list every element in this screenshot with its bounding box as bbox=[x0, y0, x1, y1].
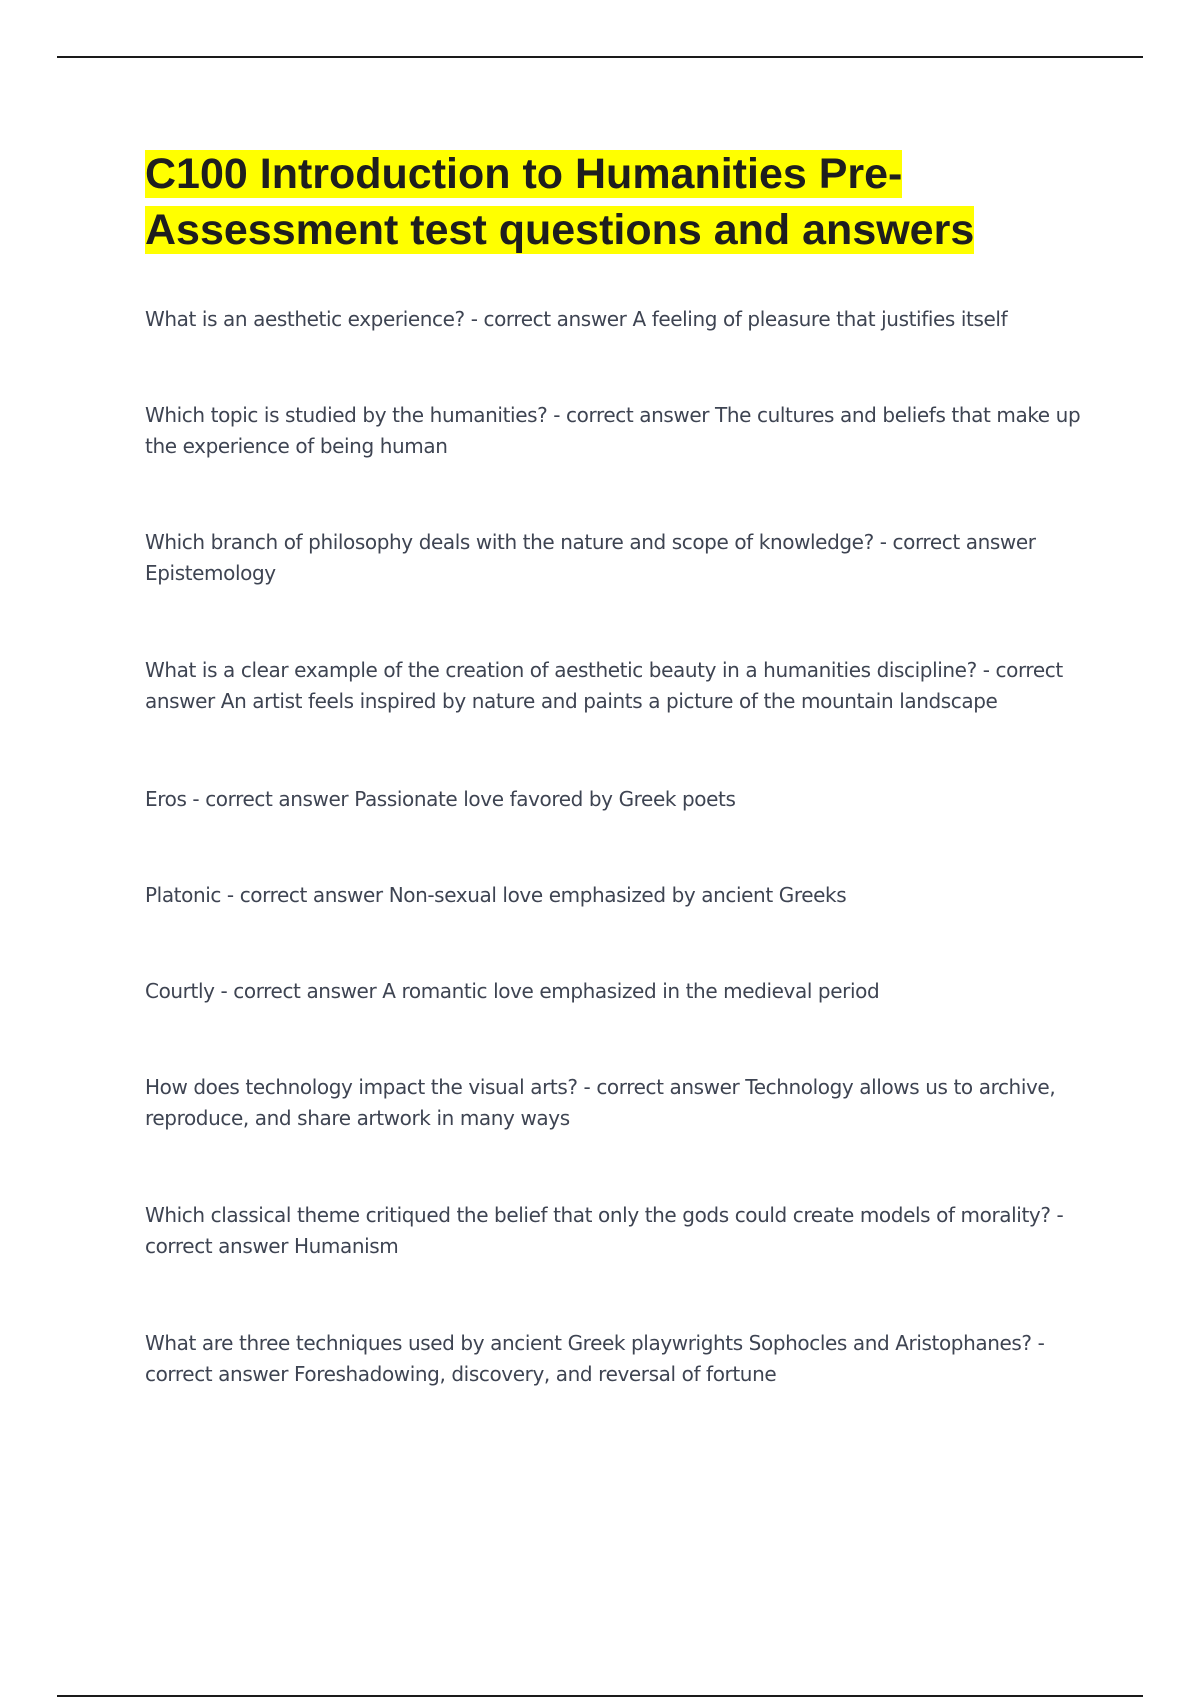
qa-item-7: Courtly - correct answer A romantic love emphasized in the medieval period bbox=[145, 979, 880, 1003]
qa-item-9: Which classical theme critiqued the belief that only the gods could create models of morality? - correct answer Humanism bbox=[145, 1203, 1064, 1258]
qa-item-5: Eros - correct answer Passionate love favored by Greek poets bbox=[145, 787, 736, 811]
bottom-divider bbox=[57, 1695, 1143, 1697]
qa-item-6: Platonic - correct answer Non-sexual love emphasized by ancient Greeks bbox=[145, 883, 847, 907]
page-title-highlight: C100 Introduction to Humanities Pre-Assessment test questions and answers bbox=[145, 150, 975, 254]
qa-item-8: How does technology impact the visual arts? - correct answer Technology allows us to archive, reproduce, and share artwork in many ways bbox=[145, 1075, 1056, 1130]
qa-item-3: Which branch of philosophy deals with the nature and scope of knowledge? - correct answer Epistemology bbox=[145, 530, 1036, 585]
qa-item-2: Which topic is studied by the humanities? - correct answer The cultures and beliefs that make up the experience of being human bbox=[145, 403, 1081, 458]
qa-item-10: What are three techniques used by ancient Greek playwrights Sophocles and Aristophanes? - correct answer Foreshadowing, discovery, and reversal of fortune bbox=[145, 1331, 1045, 1386]
qa-item-4: What is a clear example of the creation of aesthetic beauty in a humanities discipline? - correct answer An artist feels inspired by nature and paints a picture of the mountain landscape bbox=[145, 658, 1063, 713]
page-title bbox=[145, 146, 1090, 258]
title-block bbox=[145, 146, 1090, 258]
top-divider bbox=[57, 56, 1143, 58]
qa-item-1: What is an aesthetic experience? - correct answer A feeling of pleasure that justifies itself bbox=[145, 307, 1008, 331]
